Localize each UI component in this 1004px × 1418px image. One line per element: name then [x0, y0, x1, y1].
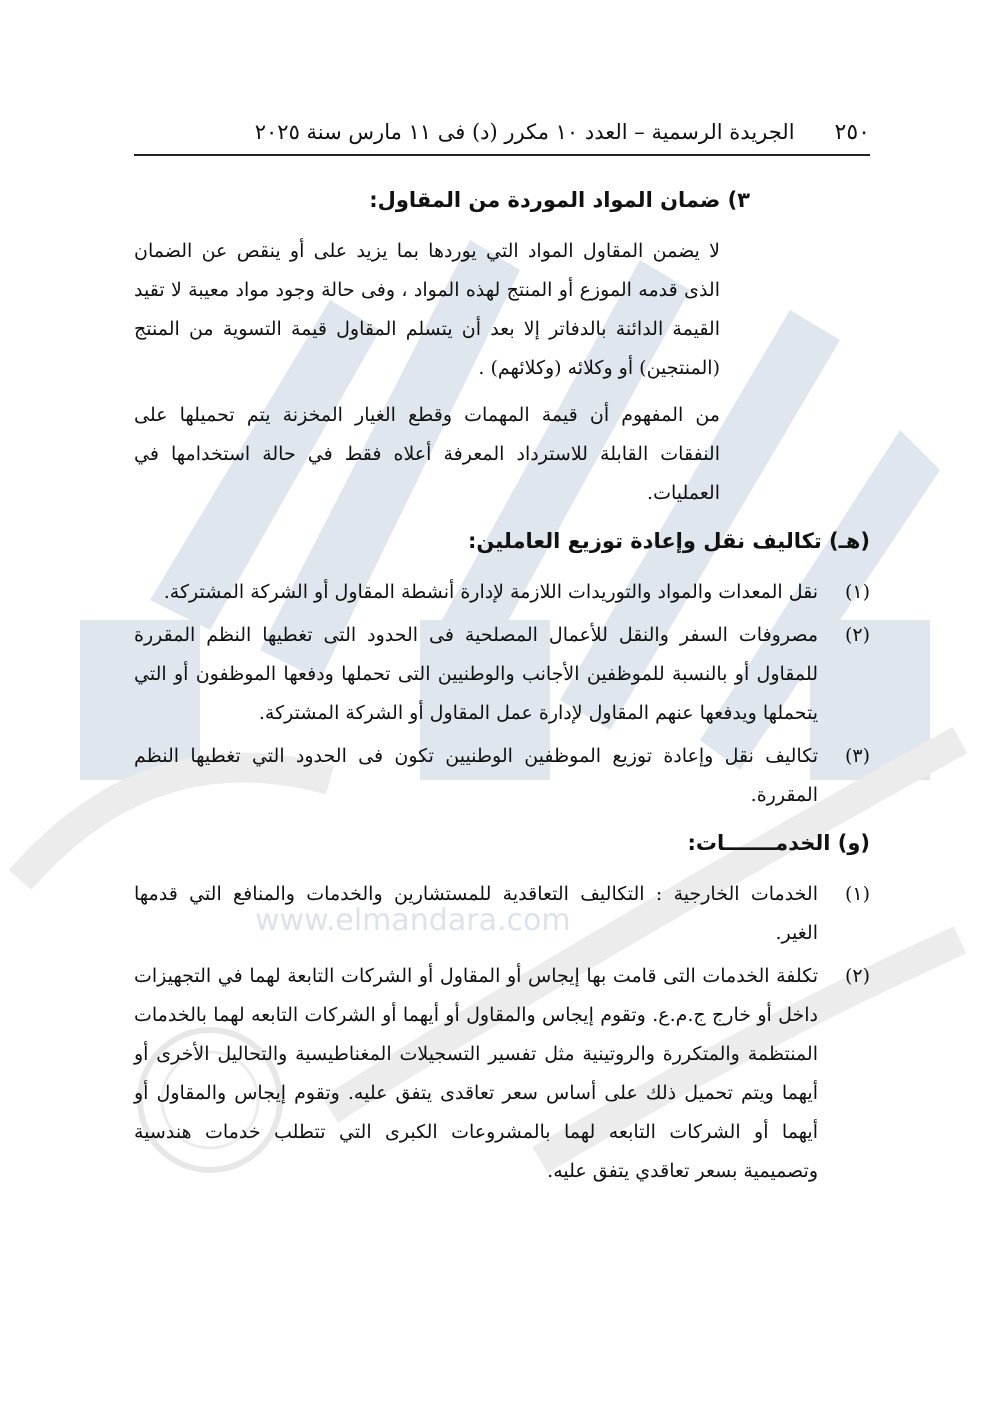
item-number: (٣)	[844, 745, 870, 767]
item-number: (١)	[844, 581, 870, 603]
item-number: (٢)	[844, 624, 870, 646]
section-3-paragraph-2: من المفهوم أن قيمة المهمات وقطع الغيار المخزنة يتم تحميلها على النفقات القابلة للاسترداد المعرفة أعلاه فقط في حالة استخدامها في العمليات.	[134, 404, 720, 504]
list-item	[134, 616, 870, 733]
item-text: الخدمات الخارجية : التكاليف التعاقدية للمستشارين والخدمات والمنافع التي قدمها الغير.	[134, 883, 818, 944]
section-w-heading: (و) الخدمـــــــات:	[687, 831, 870, 855]
item-text: تكاليف نقل وإعادة توزيع الموظفين الوطنيين تكون فى الحدود التي تغطيها النظم المقررة.	[134, 745, 818, 806]
item-text: مصروفات السفر والنقل للأعمال المصلحية فى الحدود التى تغطيها النظم المقررة للمقاول أو بالنسبة للموظفين الأجانب والوطنيين التى تحملها ودفعها الموظفون أو التي يتحملها ويدفعها عنهم المقاول لإدارة عمل المقاول أو الشركة المشتركة.	[134, 624, 818, 724]
page-content	[134, 172, 870, 1195]
section-3-paragraph-1: لا يضمن المقاول المواد التي يوردها بما يزيد على أو ينقص عن الضمان الذى قدمه الموزع أو المنتج لهذه المواد ، وفى حالة وجود مواد معيبة لا تقيد القيمة الدائنة بالدفاتر إلا بعد أن يتسلم المقاول قيمة التسوية من المنتج (المنتجين) أو وكلائه (وكلائهم) .	[134, 240, 720, 379]
page-number: ٢٥٠	[834, 119, 870, 145]
section-h-heading: (هـ) تكاليف نقل وإعادة توزيع العاملين:	[468, 529, 870, 553]
item-text: نقل المعدات والمواد والتوريدات اللازمة لإدارة أنشطة المقاول أو الشركة المشتركة.	[163, 581, 818, 603]
page-header	[134, 110, 870, 156]
list-item	[134, 957, 870, 1191]
list-item	[134, 573, 870, 612]
watermark-url: www.elmandara.com	[255, 903, 571, 938]
list-item	[134, 875, 870, 953]
item-number: (٢)	[844, 965, 870, 987]
item-text: تكلفة الخدمات التى قامت بها إيجاس أو المقاول أو الشركات التابعة لهما في التجهيزات داخل أو خارج ج.م.ع. وتقوم إيجاس والمقاول أو أيهما أو الشركات التابعه لهما بالخدمات المنتظمة والمتكررة والروتينية مثل تفسير التسجيلات المغناطيسية والتحاليل الأخرى أو أيهما ويتم تحميل ذلك على أساس سعر تعاقدى يتفق عليه. وتقوم إيجاس والمقاول أو أيهما أو الشركات التابعه لهما بالمشروعات الكبرى التي تتطلب خدمات هندسية وتصميمية بسعر تعاقدي يتفق عليه.	[134, 965, 818, 1182]
gazette-title: الجريدة الرسمية – العدد ١٠ مكرر (د) فى ١١ مارس سنة ٢٠٢٥	[254, 120, 795, 144]
list-item	[134, 737, 870, 815]
section-3-heading: ٣) ضمان المواد الموردة من المقاول:	[369, 188, 750, 212]
item-number: (١)	[844, 883, 870, 905]
